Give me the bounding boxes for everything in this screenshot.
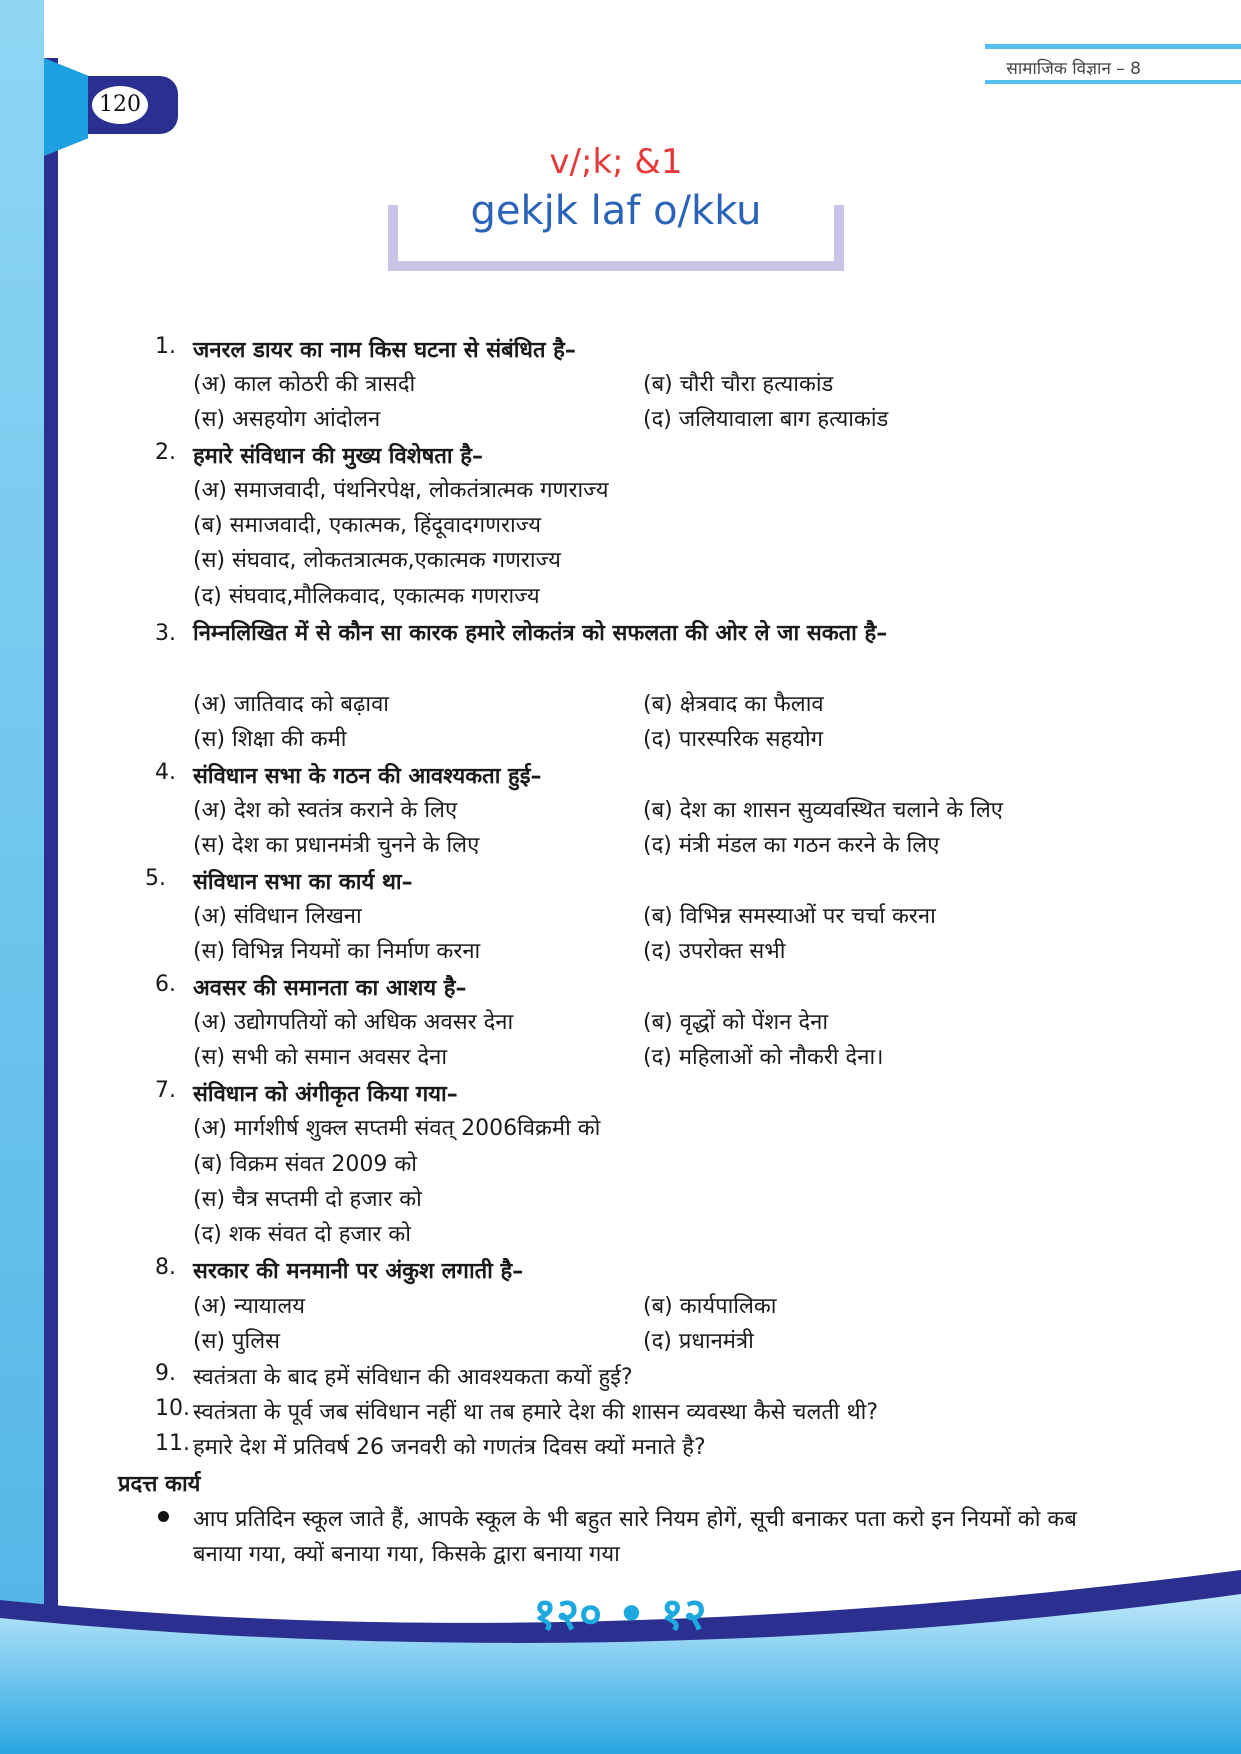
header-rule-top	[985, 44, 1241, 49]
question-text: संविधान सभा के गठन की आवश्यकता हुई–	[193, 764, 542, 789]
option: (स) पुलिस	[193, 1329, 281, 1354]
question-number: 6.	[155, 972, 176, 997]
question-number: 11.	[155, 1431, 190, 1456]
question-number: 8.	[155, 1255, 176, 1280]
question-text: संविधान सभा का कार्य था–	[193, 870, 413, 895]
option: (द) उपरोक्त सभी	[643, 939, 786, 964]
left-decorative-band	[0, 0, 44, 1754]
option: (स) शिक्षा की कमी	[193, 727, 347, 752]
chapter-label: v/;k; &1	[549, 142, 683, 182]
option: (अ) मार्गशीर्ष शुक्ल सप्तमी संवत् 2006विक्रमी को	[193, 1116, 601, 1141]
page-tab-flag	[44, 58, 88, 156]
assignment-heading: प्रदत्त कार्य	[118, 1472, 201, 1497]
question-text: संविधान को अंगीकृत किया गया–	[193, 1082, 458, 1107]
option: (द) शक संवत दो हजार को	[193, 1222, 411, 1247]
option: (ब) चौरी चौरा हत्याकांड	[643, 372, 834, 397]
question-2	[155, 440, 1095, 470]
option: (द) जलियावाला बाग हत्याकांड	[643, 407, 889, 432]
option: (ब) देश का शासन सुव्यवस्थित चलाने के लिए	[643, 798, 1003, 823]
question-text: निम्नलिखित में से कौन सा कारक हमारे लोकतंत्र को सफलता की ओर ले जा सकता है–	[193, 621, 888, 646]
question-11	[155, 1431, 1095, 1461]
question-5	[145, 866, 1085, 896]
chapter-title: gekjk laf o/kku	[470, 188, 762, 234]
question-text: अवसर की समानता का आशय है–	[193, 976, 467, 1001]
option: (अ) काल कोठरी की त्रासदी	[193, 372, 416, 397]
running-header: सामाजिक विज्ञान – 8	[1006, 59, 1141, 79]
option: (अ) संविधान लिखना	[193, 904, 362, 929]
question-number: 4.	[155, 760, 176, 785]
question-4	[155, 760, 1095, 790]
option: (द) मंत्री मंडल का गठन करने के लिए	[643, 833, 940, 858]
option: (अ) न्यायालय	[193, 1294, 306, 1319]
question-text: सरकार की मनमानी पर अंकुश लगाती है–	[193, 1259, 524, 1284]
question-1	[155, 334, 1095, 364]
option: (स) देश का प्रधानमंत्री चुनने के लिए	[193, 833, 480, 858]
option: (ब) विभिन्न समस्याओं पर चर्चा करना	[643, 904, 936, 929]
header-rule-bottom	[985, 80, 1241, 84]
question-number: 10.	[155, 1396, 190, 1421]
question-text: स्वतंत्रता के बाद हमें संविधान की आवश्यकता कयों हुई?	[193, 1365, 633, 1390]
option: (ब) विक्रम संवत 2009 को	[193, 1152, 417, 1177]
option: (अ) समाजवादी, पंथनिरपेक्ष, लोकतंत्रात्मक गणराज्य	[193, 478, 609, 503]
option: (द) संघवाद,मौलिकवाद, एकात्मक गणराज्य	[193, 584, 540, 609]
question-9	[155, 1361, 1095, 1391]
option: (स) चैत्र सप्तमी दो हजार को	[193, 1187, 422, 1212]
option: (द) महिलाओं को नौकरी देना।	[643, 1045, 884, 1070]
question-number: 3.	[155, 621, 176, 646]
option: (अ) जातिवाद को बढ़ावा	[193, 692, 389, 717]
option: (ब) क्षेत्रवाद का फैलाव	[643, 692, 824, 717]
option: (स) संघवाद, लोकतत्रात्मक,एकात्मक गणराज्य	[193, 548, 561, 573]
question-6	[155, 972, 1095, 1002]
question-8	[155, 1255, 1095, 1285]
question-3	[155, 616, 1095, 651]
question-number: 9.	[155, 1361, 176, 1386]
option: (ब) समाजवादी, एकात्मक, हिंदूवादगणराज्य	[193, 513, 542, 538]
option: (स) असहयोग आंदोलन	[193, 407, 381, 432]
question-number: 2.	[155, 440, 176, 465]
question-text: जनरल डायर का नाम किस घटना से संबंधित है–	[193, 338, 576, 363]
page-number: 120	[92, 86, 148, 124]
question-text: स्वतंत्रता के पूर्व जब संविधान नहीं था तब हमारे देश की शासन व्यवस्था कैसे चलती थी?	[193, 1400, 879, 1425]
option: (द) पारस्परिक सहयोग	[643, 727, 824, 752]
question-number: 7.	[155, 1078, 176, 1103]
footer-page-label: १२० • १२	[533, 1589, 707, 1640]
question-7	[155, 1078, 1095, 1108]
question-text: हमारे देश में प्रतिवर्ष 26 जनवरी को गणतंत्र दिवस क्यों मनाते है?	[193, 1435, 706, 1460]
bullet-icon	[158, 1511, 169, 1522]
assignment-task: आप प्रतिदिन स्कूल जाते हैं, आपके स्कूल के भी बहुत सारे नियम होगें, सूची बनाकर पता करो इन नियमों को कब बनाया गया, क्यों बनाया गया, किसके द्वारा बनाया गया	[193, 1507, 1077, 1567]
option: (ब) कार्यपालिका	[643, 1294, 777, 1319]
option: (ब) वृद्धों को पेंशन देना	[643, 1010, 829, 1035]
question-number: 1.	[155, 334, 176, 359]
question-text: हमारे संविधान की मुख्य विशेषता है–	[193, 444, 483, 469]
option: (अ) उद्योगपतियों को अधिक अवसर देना	[193, 1010, 514, 1035]
left-stripe	[44, 58, 58, 1618]
option: (स) सभी को समान अवसर देना	[193, 1045, 448, 1070]
option: (द) प्रधानमंत्री	[643, 1329, 754, 1354]
question-number: 5.	[145, 866, 166, 891]
question-10	[155, 1396, 1095, 1426]
option: (स) विभिन्न नियमों का निर्माण करना	[193, 939, 481, 964]
option: (अ) देश को स्वतंत्र कराने के लिए	[193, 798, 458, 823]
